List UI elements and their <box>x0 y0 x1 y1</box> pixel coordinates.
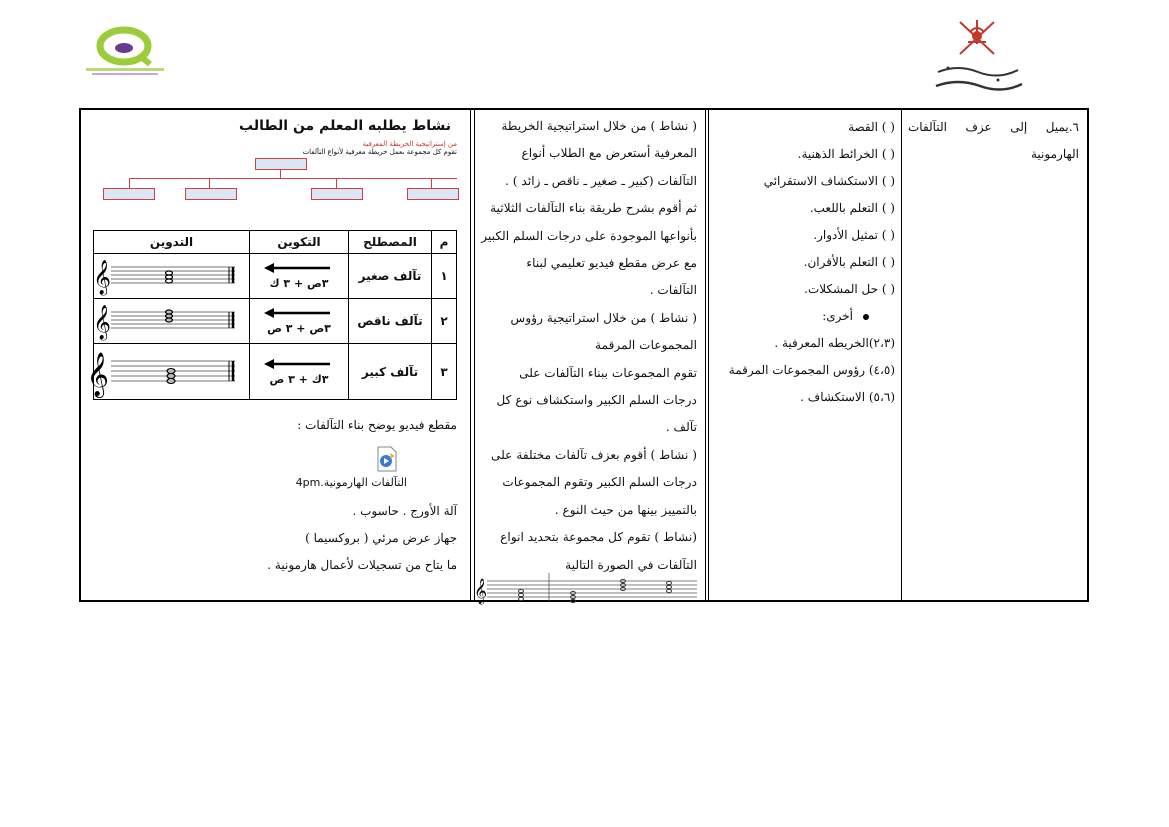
procedures-column <box>473 110 703 604</box>
svg-text:𝄞: 𝄞 <box>92 259 111 295</box>
activity-title: نشاط يطلبه المعلم من الطالب <box>239 118 451 134</box>
row-formula: ٣ك + ٣ ص <box>269 372 329 386</box>
svg-text:𝄞: 𝄞 <box>92 304 111 340</box>
tool-item: جهاز عرض مرئي ( بروكسيما ) <box>305 531 457 545</box>
other-label: أخرى: <box>822 309 853 323</box>
procedure-line: ( نشاط ) من خلال استراتيجية رؤوس <box>510 310 697 325</box>
map-child-box <box>311 188 363 200</box>
row-formula: ٣ص + ٣ ص <box>267 322 331 335</box>
procedure-line: التآلفات . <box>649 283 697 298</box>
strategy-item: ( ) الاستكشاف الاستقرائي <box>763 174 895 188</box>
procedure-line: بالتمييز بينها من حيث النوع . <box>554 502 697 517</box>
map-child-box <box>103 188 155 200</box>
media-file-icon[interactable] <box>376 446 398 472</box>
media-file-name[interactable]: التآلفات الهارمونية.4pm <box>295 476 407 489</box>
arrow-left-icon <box>264 307 334 319</box>
strategy-other <box>713 303 895 330</box>
procedure-line: بأنواعها الموجودة على درجات السلم الكبير <box>481 228 697 243</box>
objective-column <box>902 110 1087 600</box>
arrow-left-icon <box>264 358 334 370</box>
tool-item: آلة الأورج . حاسوب . <box>352 504 457 518</box>
strategy-other-item: (٥،٦) الاستكشاف . <box>800 390 895 404</box>
svg-text:𝄞: 𝄞 <box>473 579 487 604</box>
arrow-left-icon <box>264 262 334 274</box>
chord-types-table <box>86 230 457 400</box>
staff-notation-image <box>92 300 237 340</box>
strategy-item: ( ) حل المشكلات. <box>804 282 895 296</box>
header-num: م <box>432 231 457 254</box>
objective-line: ٦.يميل إلى عزف التآلفات <box>908 120 1079 134</box>
procedure-line: (نشاط ) تقوم كل مجموعة بتحديد انواع <box>500 530 697 545</box>
row-formula: ٣ص + ٣ ك <box>269 277 329 290</box>
activity-subtitle: من إستراتيجية الخريطة المعرفية <box>362 140 457 148</box>
staff-notation-image <box>92 255 237 295</box>
strategy-item: ( ) التعلم بالأقران. <box>803 255 895 269</box>
row-formula-cell <box>250 344 349 400</box>
procedure-line: المعرفية أستعرض مع الطلاب أنواع <box>521 146 697 161</box>
strategy-item: ( ) تمثيل الأدوار. <box>813 228 895 242</box>
bullet-icon <box>863 314 869 320</box>
header-notation: التدوين <box>94 231 250 254</box>
strategies-column <box>709 110 901 600</box>
procedure-line: درجات السلم الكبير وتقوم المجموعات <box>502 475 697 490</box>
procedure-line: درجات السلم الكبير واستكشاف نوع كل <box>496 393 697 408</box>
row-term: تآلف ناقص <box>349 299 432 344</box>
row-notation-cell <box>86 344 250 400</box>
procedure-line: مع عرض مقطع فيديو تعليمي لبناء <box>526 256 697 271</box>
video-caption: مقطع فيديو يوضح بناء التآلفات : <box>297 418 457 432</box>
activity-instruction: تقوم كل مجموعة بعمل خريطة معرفية لأنواع التآلفات <box>302 148 457 156</box>
map-child-box <box>407 188 459 200</box>
procedure-line: التآلفات (كبير ـ صغير ـ ناقص ـ زائد ) . <box>505 173 697 188</box>
row-notation-cell <box>94 254 250 299</box>
procedure-line: المجموعات المرقمة <box>595 338 697 353</box>
objective-line: الهارمونية <box>1031 147 1079 161</box>
staff-notation-image <box>86 345 237 396</box>
header-formation: التكوين <box>250 231 349 254</box>
row-term: تآلف صغير <box>349 254 432 299</box>
chord-staff-image <box>473 571 697 604</box>
map-root-box <box>255 158 307 170</box>
strategy-item: ( ) الخرائط الذهنية. <box>797 147 895 161</box>
table-row <box>94 299 457 344</box>
table-row <box>94 344 457 400</box>
svg-text:𝄞: 𝄞 <box>86 352 109 396</box>
row-formula-cell <box>250 254 349 299</box>
table-row <box>94 254 457 299</box>
header-term: المصطلح <box>349 231 432 254</box>
strategy-item: ( ) التعلم باللعب. <box>809 201 895 215</box>
procedure-line: ثم أقوم بشرح طريقة بناء التآلفات الثلاثية <box>490 201 697 216</box>
procedure-line: ( نشاط ) أقوم بعزف تآلفات مختلفة على <box>490 447 697 462</box>
row-num: ٣ <box>432 344 457 400</box>
strategy-other-item: (٤،٥) رؤوس المجموعات المرقمة <box>728 363 895 377</box>
row-term: تآلف كبير <box>349 344 432 400</box>
row-notation-cell <box>94 299 250 344</box>
map-child-box <box>185 188 237 200</box>
activity-column <box>81 110 469 600</box>
procedure-line: تقوم المجموعات ببناء التآلفات على <box>519 365 697 380</box>
row-num: ٢ <box>432 299 457 344</box>
tool-item: ما يتاح من تسجيلات لأعمال هارمونية . <box>267 558 457 572</box>
quality-logo <box>84 24 168 80</box>
strategy-other-item: (٢،٣)الخريطه المعرفية . <box>774 336 895 350</box>
lesson-plan-table <box>79 108 1089 602</box>
procedure-line: ( نشاط ) من خلال استراتيجية الخريطة <box>501 119 697 133</box>
procedure-line: تآلف . <box>665 420 697 435</box>
ministry-emblem <box>918 14 1036 98</box>
procedure-line: التآلفات في الصورة التالية <box>565 557 697 572</box>
row-formula-cell <box>250 299 349 344</box>
row-num: ١ <box>432 254 457 299</box>
strategy-item: ( ) القصة <box>848 120 895 134</box>
